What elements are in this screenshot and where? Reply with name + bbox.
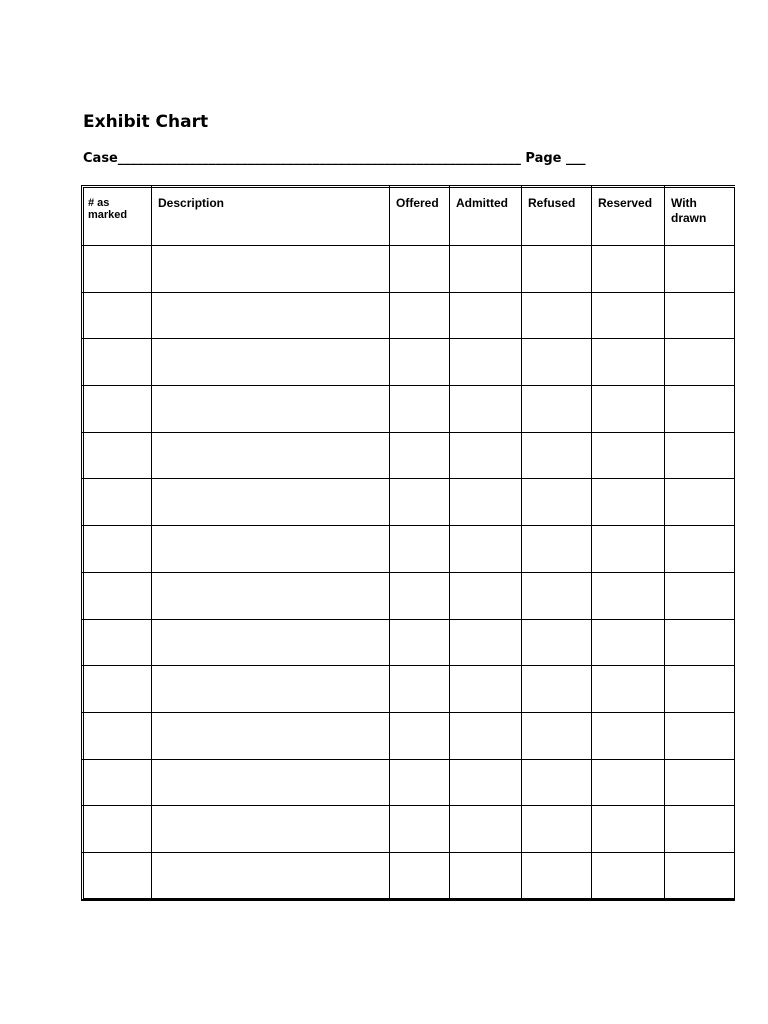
table-header-row (82, 186, 735, 246)
exhibit-table (81, 185, 735, 901)
header-withdrawn-line2: drawn (671, 211, 707, 225)
cell-admitted[interactable] (450, 479, 522, 526)
cell-withdrawn[interactable] (665, 853, 735, 900)
cell-reserved[interactable] (592, 806, 665, 853)
cell-marked[interactable] (82, 479, 152, 526)
table-row (82, 713, 735, 760)
cell-reserved[interactable] (592, 666, 665, 713)
cell-refused[interactable] (522, 526, 592, 573)
table-row (82, 573, 735, 620)
cell-withdrawn[interactable] (665, 573, 735, 620)
cell-withdrawn[interactable] (665, 526, 735, 573)
table-row (82, 666, 735, 713)
cell-marked[interactable] (82, 526, 152, 573)
cell-refused[interactable] (522, 760, 592, 807)
cell-offered[interactable] (390, 386, 450, 433)
cell-withdrawn[interactable] (665, 713, 735, 760)
cell-reserved[interactable] (592, 433, 665, 480)
cell-description[interactable] (152, 573, 390, 620)
cell-offered[interactable] (390, 339, 450, 386)
table-row (82, 479, 735, 526)
cell-offered[interactable] (390, 573, 450, 620)
cell-description[interactable] (152, 386, 390, 433)
cell-description[interactable] (152, 806, 390, 853)
cell-description[interactable] (152, 760, 390, 807)
cell-offered[interactable] (390, 246, 450, 293)
cell-description[interactable] (152, 293, 390, 340)
cell-admitted[interactable] (450, 713, 522, 760)
table-row (82, 293, 735, 340)
cell-reserved[interactable] (592, 386, 665, 433)
cell-marked[interactable] (82, 760, 152, 807)
cell-offered[interactable] (390, 526, 450, 573)
cell-withdrawn[interactable] (665, 479, 735, 526)
cell-reserved[interactable] (592, 713, 665, 760)
cell-reserved[interactable] (592, 620, 665, 667)
header-marked (82, 186, 152, 246)
cell-reserved[interactable] (592, 526, 665, 573)
cell-offered[interactable] (390, 293, 450, 340)
cell-description[interactable] (152, 526, 390, 573)
cell-admitted[interactable] (450, 760, 522, 807)
cell-marked[interactable] (82, 433, 152, 480)
cell-marked[interactable] (82, 246, 152, 293)
table-row (82, 246, 735, 293)
cell-refused[interactable] (522, 713, 592, 760)
cell-reserved[interactable] (592, 573, 665, 620)
case-and-page-line: Case______________________________________________________________ Page ___ (83, 151, 586, 166)
header-withdrawn (665, 186, 735, 246)
cell-offered[interactable] (390, 479, 450, 526)
cell-admitted[interactable] (450, 339, 522, 386)
cell-withdrawn[interactable] (665, 620, 735, 667)
cell-admitted[interactable] (450, 620, 522, 667)
cell-refused[interactable] (522, 620, 592, 667)
cell-marked[interactable] (82, 713, 152, 760)
cell-description[interactable] (152, 339, 390, 386)
table-row (82, 620, 735, 667)
cell-description[interactable] (152, 666, 390, 713)
header-offered: Offered (390, 186, 450, 246)
cell-reserved[interactable] (592, 293, 665, 340)
cell-admitted[interactable] (450, 293, 522, 340)
cell-refused[interactable] (522, 853, 592, 900)
cell-admitted[interactable] (450, 806, 522, 853)
cell-reserved[interactable] (592, 760, 665, 807)
header-reserved: Reserved (592, 186, 665, 246)
page-title: Exhibit Chart (83, 112, 209, 132)
header-admitted: Admitted (450, 186, 522, 246)
cell-refused[interactable] (522, 246, 592, 293)
cell-reserved[interactable] (592, 479, 665, 526)
cell-offered[interactable] (390, 620, 450, 667)
cell-offered[interactable] (390, 806, 450, 853)
table-row (82, 760, 735, 807)
cell-withdrawn[interactable] (665, 339, 735, 386)
cell-withdrawn[interactable] (665, 760, 735, 807)
cell-marked[interactable] (82, 620, 152, 667)
cell-admitted[interactable] (450, 853, 522, 900)
cell-admitted[interactable] (450, 433, 522, 480)
cell-offered[interactable] (390, 760, 450, 807)
cell-marked[interactable] (82, 573, 152, 620)
cell-refused[interactable] (522, 433, 592, 480)
cell-marked[interactable] (82, 806, 152, 853)
cell-reserved[interactable] (592, 853, 665, 900)
cell-reserved[interactable] (592, 339, 665, 386)
cell-withdrawn[interactable] (665, 433, 735, 480)
cell-refused[interactable] (522, 666, 592, 713)
cell-withdrawn[interactable] (665, 666, 735, 713)
cell-description[interactable] (152, 246, 390, 293)
table-row (82, 433, 735, 480)
cell-reserved[interactable] (592, 246, 665, 293)
cell-marked[interactable] (82, 339, 152, 386)
table-body (82, 246, 735, 900)
cell-refused[interactable] (522, 339, 592, 386)
cell-admitted[interactable] (450, 666, 522, 713)
cell-offered[interactable] (390, 666, 450, 713)
cell-description[interactable] (152, 713, 390, 760)
cell-description[interactable] (152, 620, 390, 667)
cell-refused[interactable] (522, 479, 592, 526)
cell-admitted[interactable] (450, 386, 522, 433)
cell-admitted[interactable] (450, 246, 522, 293)
cell-refused[interactable] (522, 293, 592, 340)
header-marked-line2: marked (88, 209, 128, 221)
exhibit-table-container (81, 185, 735, 901)
cell-description[interactable] (152, 853, 390, 900)
cell-description[interactable] (152, 479, 390, 526)
table-row (82, 339, 735, 386)
header-withdrawn-line1: With (671, 196, 697, 210)
cell-offered[interactable] (390, 433, 450, 480)
header-marked-line1: # as (88, 197, 110, 209)
cell-marked[interactable] (82, 386, 152, 433)
table-row (82, 526, 735, 573)
cell-refused[interactable] (522, 386, 592, 433)
cell-description[interactable] (152, 433, 390, 480)
cell-admitted[interactable] (450, 526, 522, 573)
cell-refused[interactable] (522, 573, 592, 620)
cell-withdrawn[interactable] (665, 293, 735, 340)
cell-marked[interactable] (82, 293, 152, 340)
table-row (82, 386, 735, 433)
cell-marked[interactable] (82, 666, 152, 713)
cell-refused[interactable] (522, 806, 592, 853)
cell-marked[interactable] (82, 853, 152, 900)
cell-admitted[interactable] (450, 573, 522, 620)
cell-withdrawn[interactable] (665, 386, 735, 433)
cell-offered[interactable] (390, 713, 450, 760)
header-refused: Refused (522, 186, 592, 246)
cell-withdrawn[interactable] (665, 806, 735, 853)
table-row (82, 853, 735, 900)
cell-withdrawn[interactable] (665, 246, 735, 293)
cell-offered[interactable] (390, 853, 450, 900)
table-row (82, 806, 735, 853)
header-description: Description (152, 186, 390, 246)
